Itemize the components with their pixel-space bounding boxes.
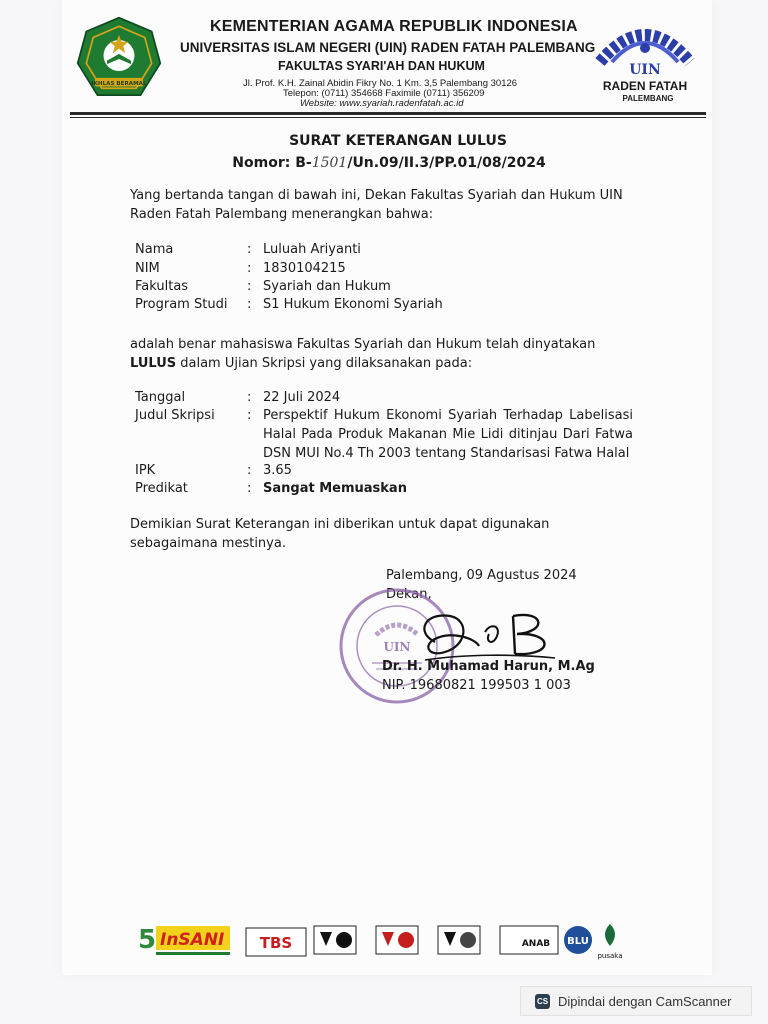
letter-number-prefix: Nomor: B-	[232, 155, 312, 171]
field-value: Sangat Memuaskan	[263, 481, 407, 496]
thesis-title: Perspektif Hukum Ekonomi Syariah Terhadap Labelisasi Halal Pada Produk Makanan Mie Lidi ditinjau Dari Fatwa DSN MUI No.4 Th 2003 tentang Standarisasi Fatwa Halal	[263, 408, 633, 461]
camscanner-icon: CS	[535, 994, 550, 1009]
uin-logo-subtext: RADEN FATAH	[602, 79, 688, 93]
field-colon: :	[247, 297, 252, 312]
field-value: S1 Hukum Ekonomi Syariah	[263, 297, 443, 312]
phone: Telepon: (0711) 354668 Faximile (0711) 356209	[283, 88, 485, 99]
kemenag-logo	[76, 16, 162, 102]
tbs-logo-text: TBS	[259, 934, 293, 952]
insani-logo-text: InSANI	[160, 930, 225, 950]
address: Jl. Prof. K.H. Zainal Abidin Fikry No. 1 Km. 3,5 Palembang 30126	[243, 78, 518, 89]
letter-title: SURAT KETERANGAN LULUS	[289, 133, 507, 149]
logo-motto: IKHLAS BERAMAL	[91, 80, 147, 87]
anab-logo	[500, 926, 558, 954]
field-label: NIM	[135, 261, 160, 276]
field-colon: :	[247, 279, 252, 294]
header-rule-thin	[70, 117, 706, 118]
header-rule-thick	[70, 112, 706, 115]
intro-paragraph: Yang bertanda tangan di bawah ini, Dekan Fakultas Syariah dan Hukum UIN Raden Fatah Palembang menerangkan bahwa:	[130, 188, 623, 222]
anab-logo-text: ANAB	[521, 939, 551, 949]
letter-number-handwritten: 1501	[311, 155, 348, 171]
statement-text-b: dalam Ujian Skripsi yang dilaksanakan pada:	[176, 356, 473, 371]
field-label: Judul Skripsi	[135, 408, 215, 423]
statement-paragraph	[130, 335, 630, 373]
blu-logo	[564, 926, 592, 954]
svg-text:5: 5	[138, 925, 157, 955]
field-colon: :	[247, 242, 252, 257]
field-label: Nama	[135, 242, 174, 257]
tbs-logo	[246, 928, 306, 956]
statement-text-a: adalah benar mahasiswa Fakultas Syariah dan Hukum telah dinyatakan	[130, 337, 596, 352]
field-colon: :	[247, 261, 252, 276]
footer-logo-strip	[136, 918, 636, 962]
camscanner-watermark	[520, 986, 752, 1016]
field-label: Fakultas	[135, 279, 189, 294]
field-label: Predikat	[135, 481, 188, 496]
pusaka-logo-text: pusaka	[597, 952, 623, 960]
camscanner-text: Dipindai dengan CamScanner	[558, 993, 732, 1009]
field-label: Tanggal	[135, 390, 186, 405]
faculty-name: FAKULTAS SYARI'AH DAN HUKUM	[278, 59, 485, 73]
signatory-role: Dekan,	[386, 587, 432, 602]
insani-logo	[138, 925, 230, 955]
field-value: Syariah dan Hukum	[263, 279, 391, 294]
field-colon: :	[247, 390, 252, 405]
uin-logo	[590, 14, 700, 106]
pusaka-logo	[597, 924, 622, 960]
ministry-name: KEMENTERIAN AGAMA REPUBLIK INDONESIA	[210, 18, 578, 35]
website: Website: www.syariah.radenfatah.ac.id	[300, 98, 464, 109]
letter-number	[5, 155, 768, 171]
stamp-text: UIN	[383, 640, 411, 654]
closing-paragraph: Demikian Surat Keterangan ini diberikan untuk dapat digunakan sebagaimana mestinya.	[130, 517, 550, 551]
signatory-nip: NIP. 19680821 199503 1 003	[382, 678, 571, 693]
place-date: Palembang, 09 Agustus 2024	[386, 568, 577, 583]
uin-logo-text: UIN	[629, 62, 661, 78]
field-label: IPK	[135, 463, 156, 478]
field-value: 1830104215	[263, 261, 346, 276]
field-value: 22 Juli 2024	[263, 390, 341, 405]
signatory-name: Dr. H. Muhamad Harun, M.Ag	[382, 659, 595, 674]
iso-cert-badges	[314, 926, 480, 954]
field-colon: :	[247, 481, 252, 496]
field-label: Program Studi	[135, 297, 228, 312]
blu-logo-text: BLU	[567, 936, 589, 947]
university-name: UNIVERSITAS ISLAM NEGERI (UIN) RADEN FATAH PALEMBANG	[180, 40, 596, 55]
statement-lulus: LULUS	[130, 356, 177, 371]
field-value: 3.65	[263, 463, 292, 478]
field-colon: :	[247, 408, 252, 423]
uin-logo-city: PALEMBANG	[622, 94, 674, 103]
field-value: Luluah Ariyanti	[263, 242, 361, 257]
field-colon: :	[247, 463, 252, 478]
letter-number-suffix: /Un.09/II.3/PP.01/08/2024	[347, 155, 546, 171]
